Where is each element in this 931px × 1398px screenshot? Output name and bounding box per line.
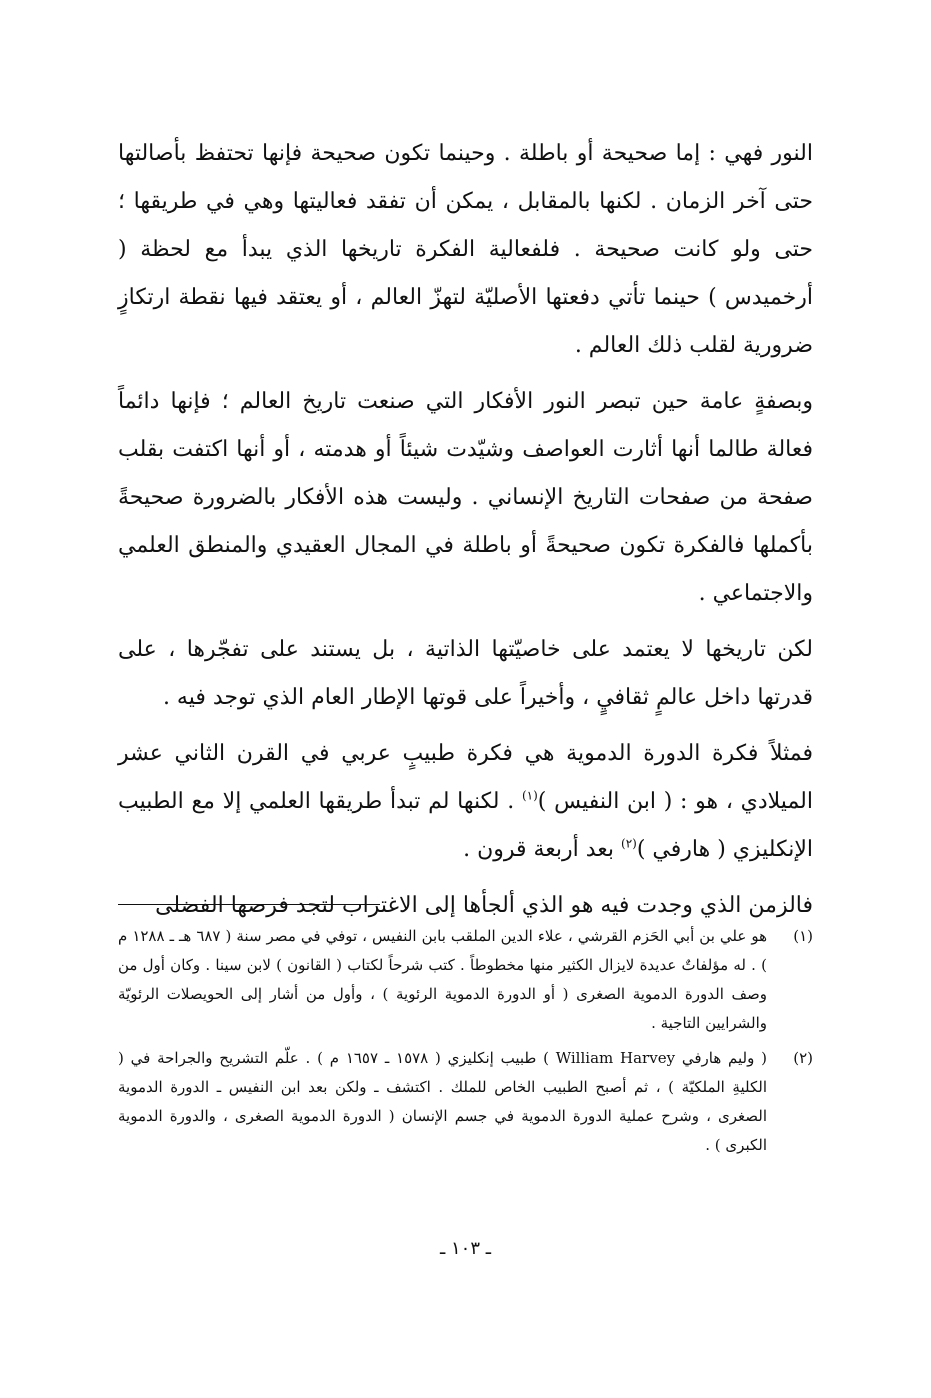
paragraph-4 [118,730,813,874]
footnote-1 [118,922,813,1038]
paragraph-2: وبصفةٍ عامة حين تبصر النور الأفكار التي صنعت تاريخ العالم ؛ فإنها دائماً فعالة طالما أنها أثارت العواصف وشيّدت شيئاً أو هدمته ، أو أنها اكتفت بقلب صفحة من صفحات التاريخ الإنساني . وليست هذه الأفكار بالضرورة صحيحةً بأكملها فالفكرة تكون صحيحةً أو باطلة في المجال العقيدي والمنطق العلمي والاجتماعي . [118,389,813,606]
footnote-ref-1[interactable]: (١) [521,788,538,803]
paragraph-3: لكن تاريخها لا يعتمد على خاصيّتها الذاتية ، بل يستند على تفجّرها ، على قدرتها داخل عالمٍ ثقافيٍ ، وأخيراً على قوتها الإطار العام الذي توجد فيه . [118,637,813,710]
main-text [118,130,813,930]
footnote-ref-2[interactable]: (٢) [621,836,637,851]
paragraph-4-part-b: . لكنها لم تبدأ طريقها العلمي إلا مع الطبيب الإنكليزي ( هارفي ) [118,789,813,862]
page-number: ـ ١٠٣ ـ [439,1238,491,1259]
paragraph-4-part-a: فمثلاً فكرة الدورة الدموية هي فكرة طبيبٍ عربي في القرن الثاني عشر الميلادي ، هو : ( ابن النفيس ) [118,741,813,814]
footnote-number: (٢) [793,1049,813,1067]
footnote-number: (١) [793,927,813,945]
paragraph-5: فالزمن الذي وجدت فيه هو الذي ألجأها إلى الاغتراب لتجد فرصها الفضلى [155,893,813,918]
footnote-separator [118,904,380,905]
footnote-text: هو علي بن أبي الحَزم القرشي ، علاء الدين الملقب بابن النفيس ، توفي في مصر سنة ( ٦٨٧ هـ ـ ١٢٨٨ م ) . له مؤلفاتٌ عديدة لايزال الكثير منها مخطوطاً . كتب شرحاً لكتاب ( القانون ) لابن سينا . وكان أول من وصف الدورة الدموية الصغرى ( أو الدورة الدموية الرئوية ) ، وأول من أشار إلى الحويصلات الرئويّة والشرايين التاجية . [118,927,767,1032]
footnotes [118,922,813,1166]
paragraph-4-part-c: بعد أربعة قرون . [463,837,622,862]
paragraph-1: النور فهي : إما صحيحة أو باطلة . وحينما تكون صحيحة فإنها تحتفظ بأصالتها حتى آخر الزمان . لكنها بالمقابل ، يمكن أن تفقد فعاليتها وهي في طريقها ؛ حتى ولو كانت صحيحة . فلفعالية الفكرة تاريخها الذي يبدأ مع لحظة ( أرخميدس ) حينما تأتي دفعتها الأصليّة لتهزّ العالم ، أو يعتقد فيها نقطة ارتكازٍ ضرورية لقلب ذلك العالم . [118,141,813,358]
footnote-2 [118,1044,813,1160]
footnote-text: ( وليم هارفي William Harvey ) طبيب إنكليزي ( ١٥٧٨ ـ ١٦٥٧ م ) . علّم التشريح والجراحة في ( الكليةِ الملكيّة ) ، ثم أصبح الطبيب الخاص للملك . اكتشف ـ ولكن بعد ابن النفيس ـ الدورة الدموية الصغرى ، وشرح عملية الدورة الدموية في جسم الإنسان ( الدورة الدموية الصغرى ، والدورة الدموية الكبرى ) . [118,1049,767,1154]
